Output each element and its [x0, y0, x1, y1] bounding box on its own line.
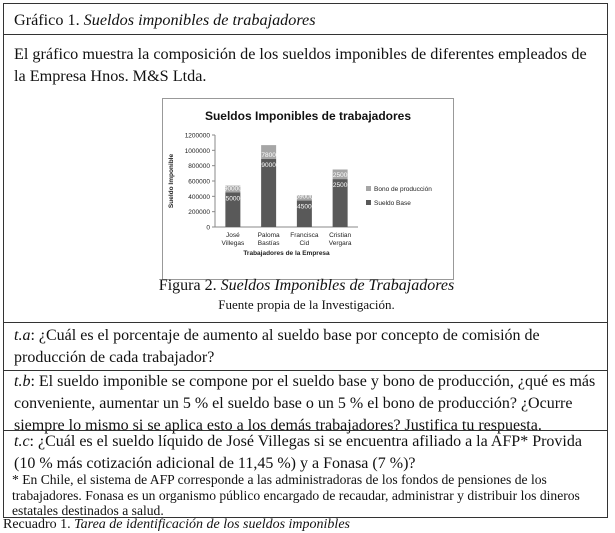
y-tick-label: 800000: [188, 163, 210, 171]
box-title: Tarea de identificación de los sueldos imponibles: [74, 517, 350, 532]
data-label: 450000: [222, 195, 244, 203]
figure-caption: [4, 277, 609, 295]
x-tick-label: Cid: [299, 240, 310, 247]
figure-prefix: Figura 2.: [158, 277, 221, 294]
x-tick-label: José: [226, 232, 240, 239]
data-label: 90000: [223, 185, 242, 193]
question-text: : El sueldo imponible se compone por el sueldo base y bono de producción, ¿qué es más conveniente, aumentar un 5 % el sueldo base o un 5 % el bono de producción? ¿Ocurre siempre lo mismo si se aplica esto a los demás trabajadores? Justifica tu respuesta.: [14, 373, 596, 434]
y-tick-label: 1000000: [184, 147, 210, 155]
graphic-heading: [14, 9, 599, 31]
legend-swatch: [366, 186, 371, 191]
y-tick-label: 0: [206, 224, 210, 232]
question-b: [14, 371, 599, 437]
question-tag: t.c: [14, 433, 30, 450]
chart-container: [162, 98, 454, 280]
divider: [4, 34, 607, 35]
data-label: 125000: [329, 172, 351, 180]
x-tick-label: Cristian: [329, 232, 352, 239]
intro-paragraph: El gráfico muestra la composición de los sueldos imponibles de diferentes empleados de la Empresa Hnos. M&S Ltda.: [14, 45, 587, 85]
x-tick-label: Bastías: [257, 240, 280, 247]
legend-swatch: [366, 200, 371, 205]
data-label: 890000: [257, 161, 280, 169]
data-label: 345000: [293, 203, 316, 211]
task-frame: [3, 3, 608, 518]
graphic-prefix: Gráfico 1.: [14, 11, 84, 29]
figure-title: Sueldos Imponibles de Trabajadores: [220, 277, 455, 294]
graphic-title: Sueldos imponibles de trabajadores: [83, 11, 316, 29]
y-tick-label: 1200000: [184, 132, 210, 140]
x-tick-label: Paloma: [257, 232, 280, 239]
question-text: : ¿Cuál es el sueldo líquido de José Villegas si se encuentra afiliado a la AFP* Provida (10 % más cotización adicional de 11,45 %) y a Fonasa (7 %)?: [14, 433, 582, 472]
question-tag: t.b: [14, 373, 31, 390]
x-tick-label: Francisca: [290, 232, 319, 239]
data-label: 69000: [295, 193, 314, 201]
question-tag: t.a: [14, 327, 31, 344]
y-tick-label: 400000: [188, 193, 210, 201]
box-prefix: Recuadro 1.: [3, 517, 75, 532]
data-label: 178000: [257, 151, 280, 159]
bar-sueldo-base: [261, 159, 276, 227]
legend-label: Bono de producción: [374, 186, 432, 193]
divider: [4, 322, 607, 323]
data-label: 625000: [329, 182, 351, 190]
bar-chart: [163, 99, 453, 279]
x-tick-label: Vergara: [328, 240, 352, 247]
legend-label: Sueldo Base: [374, 200, 411, 207]
question-text: : ¿Cuál es el porcentaje de aumento al sueldo base por concepto de comisión de producción de cada trabajador?: [14, 327, 540, 366]
x-axis-label: Trabajadores de la Empresa: [243, 250, 330, 257]
footnote: * En Chile, el sistema de AFP corresponde a las administradoras de los fondos de pensiones de los trabajadores. Fonasa es un organismo público encargado de recaudar, administrar y distribuir los dineros estatales destinados a salud.: [12, 472, 580, 518]
y-axis-label: Sueldo Imponible: [168, 153, 175, 209]
y-tick-label: 600000: [188, 178, 210, 186]
question-a: [14, 325, 599, 369]
question-c: [14, 431, 599, 475]
x-tick-label: Villegas: [221, 240, 245, 247]
box-caption: [3, 517, 350, 533]
figure-source: Fuente propia de la Investigación.: [218, 297, 395, 312]
chart-title: Sueldos Imponibles de trabajadores: [204, 109, 412, 123]
y-tick-label: 200000: [188, 209, 210, 217]
